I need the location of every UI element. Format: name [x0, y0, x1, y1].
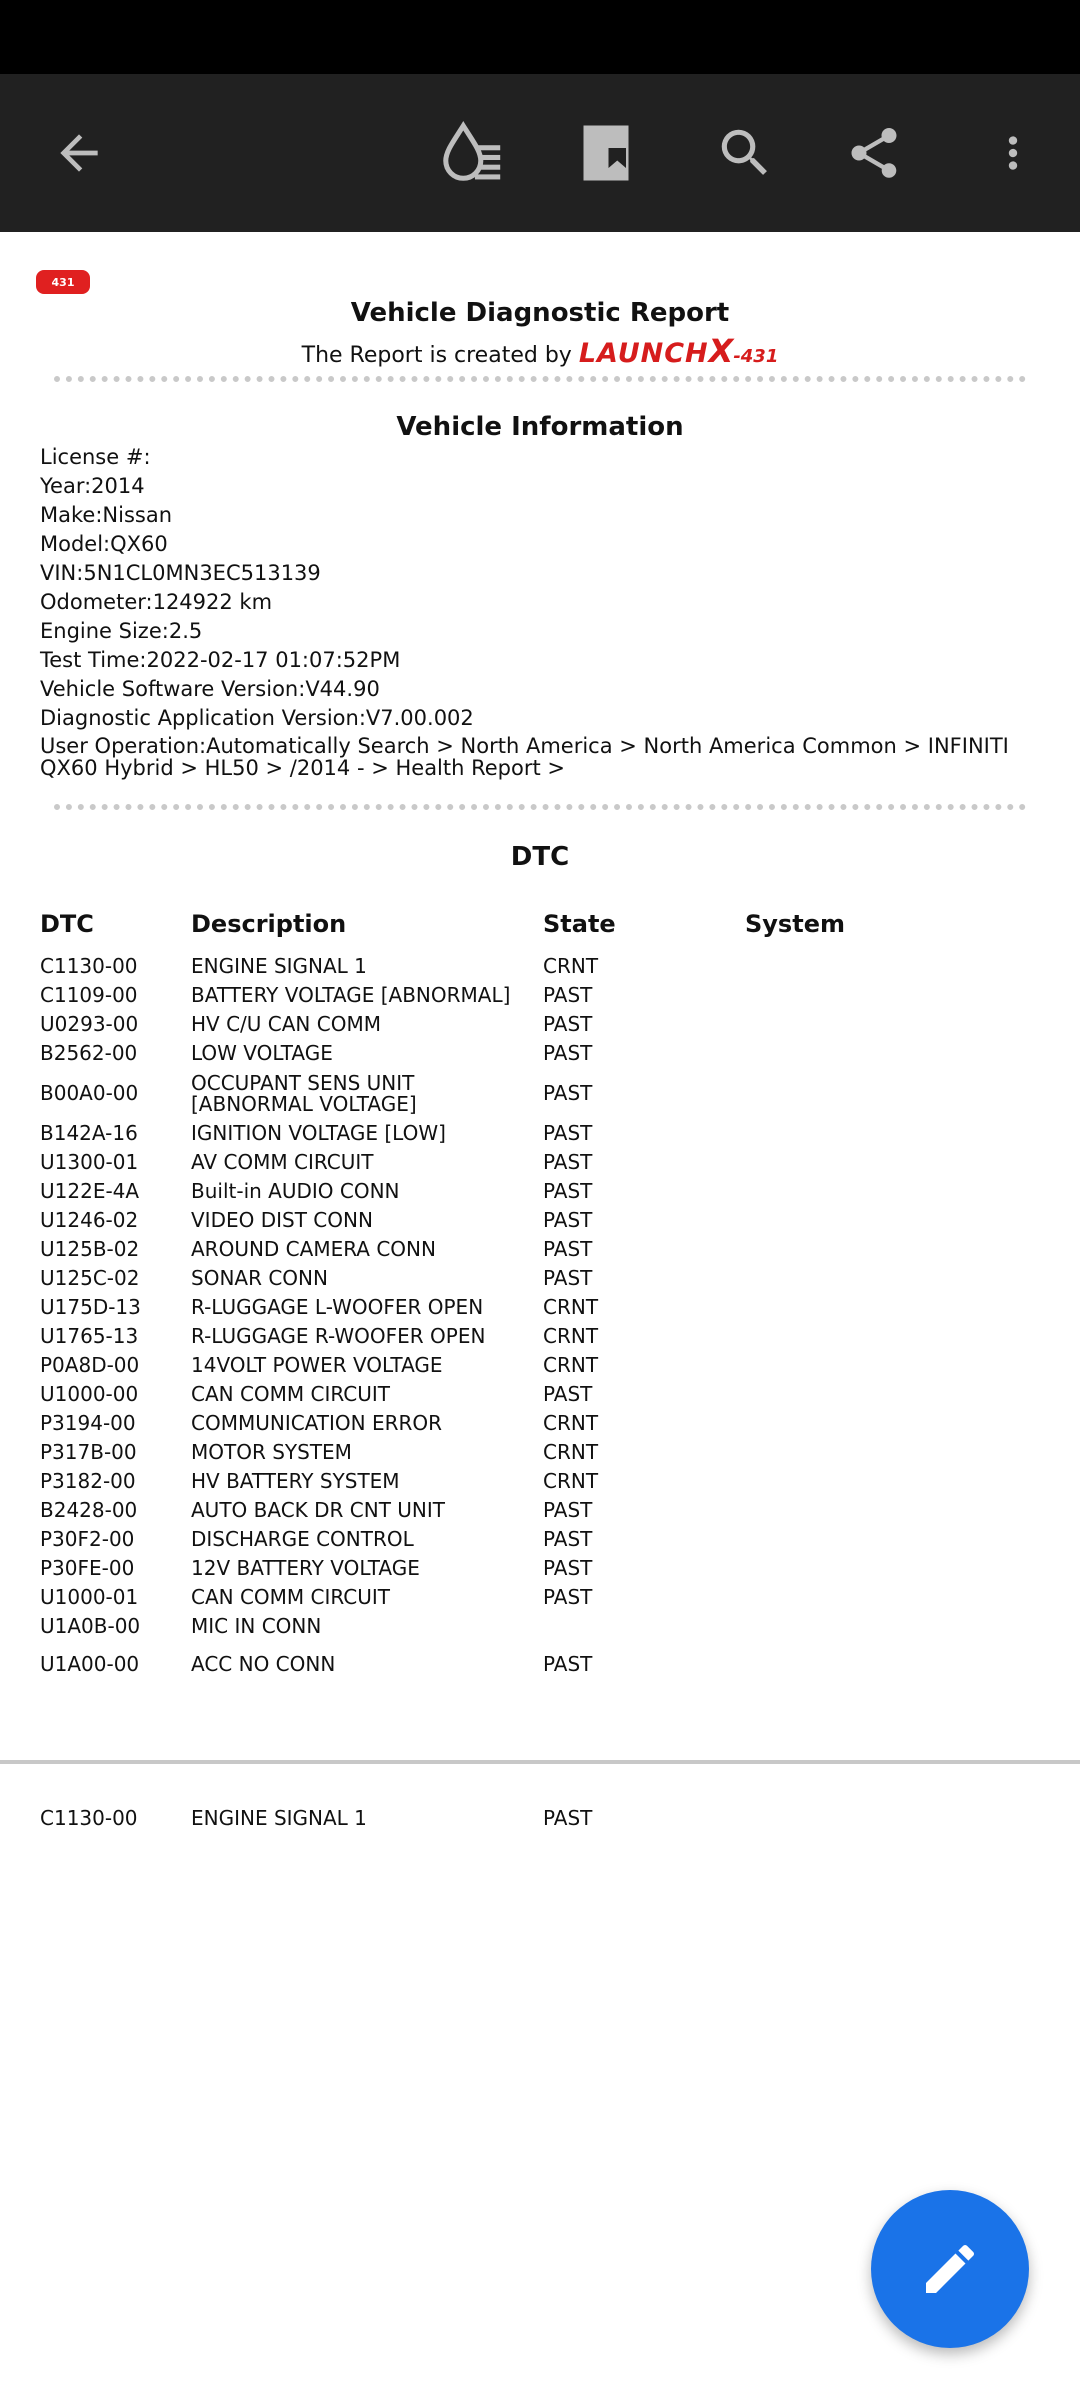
dtc-code: C1109-00: [40, 983, 138, 1007]
dtc-description: MIC IN CONN: [191, 1614, 322, 1638]
dtc-description: HV C/U CAN COMM: [191, 1012, 381, 1036]
launch-logo: 431: [36, 270, 90, 294]
more-options-button[interactable]: [958, 74, 1068, 232]
dtc-description: Built-in AUDIO CONN: [191, 1179, 400, 1203]
vehicle-info-heading: Vehicle Information: [396, 412, 684, 442]
dtc-description: ENGINE SIGNAL 1: [191, 954, 367, 978]
dtc-description: R-LUGGAGE R-WOOFER OPEN: [191, 1324, 486, 1348]
dtc-code: B2562-00: [40, 1041, 138, 1065]
report-subtitle: The Report is created by LAUNCHX-431: [301, 332, 779, 370]
dtc-state: PAST: [543, 1208, 593, 1232]
status-bar: [0, 0, 1080, 74]
vehicle-info-line: Year:2014: [40, 474, 145, 498]
dtc-code: U122E-4A: [40, 1179, 140, 1203]
dtc-code: U1A0B-00: [40, 1614, 141, 1638]
col-header-description: Description: [191, 910, 347, 938]
dtc-state: CRNT: [543, 954, 599, 978]
reading-mode-button[interactable]: [418, 74, 528, 232]
dtc-description: BATTERY VOLTAGE [ABNORMAL]: [191, 983, 511, 1007]
dtc-description: ACC NO CONN: [191, 1652, 336, 1676]
vehicle-info-line: Make:Nissan: [40, 503, 172, 527]
reading-mode-icon: [438, 118, 508, 188]
share-icon: [844, 123, 904, 183]
dtc-state: CRNT: [543, 1469, 599, 1493]
col-header-state: State: [543, 910, 616, 938]
dtc-description: OCCUPANT SENS UNIT [ABNORMAL VOLTAGE]: [191, 1071, 417, 1116]
edit-pencil-icon: [918, 2237, 982, 2301]
dtc-state: PAST: [543, 1585, 593, 1609]
dtc-code: P30FE-00: [40, 1556, 135, 1580]
dtc-state: PAST: [543, 1806, 593, 1830]
dtc-description: CAN COMM CIRCUIT: [191, 1382, 391, 1406]
dtc-code: U1000-01: [40, 1585, 139, 1609]
vehicle-info-line: Test Time:2022-02-17 01:07:52PM: [40, 648, 401, 672]
report-title: Vehicle Diagnostic Report: [350, 298, 730, 328]
dtc-description: R-LUGGAGE L-WOOFER OPEN: [191, 1295, 484, 1319]
dtc-state: PAST: [543, 1498, 593, 1522]
brand-number: -431: [733, 346, 779, 367]
pdf-toolbar: [0, 74, 1080, 232]
vehicle-info-line: User Operation:Automatically Search > North America > North America Common > INFINITI QX60 Hybrid > HL50 > /2014 - > Health Report >: [40, 734, 1009, 780]
dtc-description: IGNITION VOLTAGE [LOW]: [191, 1121, 446, 1145]
dtc-code: P317B-00: [40, 1440, 137, 1464]
bookmark-icon: [581, 123, 631, 183]
col-header-system: System: [745, 910, 845, 938]
vehicle-info-line: License #:: [40, 445, 151, 469]
dtc-state: PAST: [543, 983, 593, 1007]
dtc-code: U1A00-00: [40, 1652, 140, 1676]
dtc-description: AUTO BACK DR CNT UNIT: [191, 1498, 445, 1522]
vehicle-info-line: Odometer:124922 km: [40, 590, 273, 614]
dtc-description: HV BATTERY SYSTEM: [191, 1469, 400, 1493]
vehicle-info-line: Model:QX60: [40, 532, 168, 556]
dtc-code: P0A8D-00: [40, 1353, 140, 1377]
dtc-code: C1130-00: [40, 1806, 138, 1830]
dtc-description: AV COMM CIRCUIT: [191, 1150, 374, 1174]
search-icon: [714, 122, 776, 184]
dtc-state: PAST: [543, 1081, 593, 1105]
pdf-document-page[interactable]: [0, 232, 1080, 2400]
dtc-state: CRNT: [543, 1440, 599, 1464]
dtc-code: P30F2-00: [40, 1527, 135, 1551]
col-header-dtc: DTC: [40, 910, 94, 938]
dtc-description: SONAR CONN: [191, 1266, 328, 1290]
dtc-state: PAST: [543, 1652, 593, 1676]
back-arrow-icon: [51, 125, 107, 181]
dtc-description: CAN COMM CIRCUIT: [191, 1585, 391, 1609]
dtc-state: PAST: [543, 1237, 593, 1261]
dtc-code: U0293-00: [40, 1012, 139, 1036]
back-button[interactable]: [24, 74, 134, 232]
dtc-description: LOW VOLTAGE: [191, 1041, 333, 1065]
dtc-state: CRNT: [543, 1353, 599, 1377]
dtc-code: P3194-00: [40, 1411, 136, 1435]
dtc-code: U125C-02: [40, 1266, 140, 1290]
dtc-heading: DTC: [510, 842, 570, 872]
dtc-state: PAST: [543, 1382, 593, 1406]
dtc-description: COMMUNICATION ERROR: [191, 1411, 443, 1435]
dtc-code: U1300-01: [40, 1150, 139, 1174]
dtc-state: CRNT: [543, 1411, 599, 1435]
dtc-description: AROUND CAMERA CONN: [191, 1237, 436, 1261]
share-button[interactable]: [819, 74, 929, 232]
dtc-state: PAST: [543, 1179, 593, 1203]
dtc-description: ENGINE SIGNAL 1: [191, 1806, 367, 1830]
dotted-divider: [54, 804, 1026, 810]
brand-launch: LAUNCH: [578, 338, 709, 369]
dtc-code: B2428-00: [40, 1498, 138, 1522]
dtc-state: PAST: [543, 1266, 593, 1290]
vehicle-info-line: Diagnostic Application Version:V7.00.002: [40, 706, 474, 730]
vehicle-info-line: VIN:5N1CL0MN3EC513139: [40, 561, 321, 585]
edit-fab-button[interactable]: [871, 2190, 1029, 2348]
dtc-state: PAST: [543, 1527, 593, 1551]
dtc-state: CRNT: [543, 1324, 599, 1348]
dtc-code: U125B-02: [40, 1237, 140, 1261]
vehicle-info-line: Engine Size:2.5: [40, 619, 203, 643]
dtc-description: 12V BATTERY VOLTAGE: [191, 1556, 420, 1580]
dtc-code: U1765-13: [40, 1324, 139, 1348]
dtc-description: VIDEO DIST CONN: [191, 1208, 373, 1232]
more-vert-icon: [988, 125, 1038, 181]
dtc-code: B142A-16: [40, 1121, 138, 1145]
dtc-code: P3182-00: [40, 1469, 136, 1493]
bookmark-button[interactable]: [551, 74, 661, 232]
dtc-state: PAST: [543, 1556, 593, 1580]
dtc-code: B00A0-00: [40, 1081, 139, 1105]
dtc-state: PAST: [543, 1121, 593, 1145]
dtc-state: PAST: [543, 1041, 593, 1065]
dtc-state: PAST: [543, 1150, 593, 1174]
dtc-state: CRNT: [543, 1295, 599, 1319]
dtc-code: U1246-02: [40, 1208, 139, 1232]
dtc-description: MOTOR SYSTEM: [191, 1440, 352, 1464]
dtc-description: DISCHARGE CONTROL: [191, 1527, 414, 1551]
vehicle-info-line: Vehicle Software Version:V44.90: [40, 677, 380, 701]
dtc-state: PAST: [543, 1012, 593, 1036]
dtc-code: C1130-00: [40, 954, 138, 978]
dtc-description: 14VOLT POWER VOLTAGE: [191, 1353, 443, 1377]
search-button[interactable]: [690, 74, 800, 232]
dtc-code: U1000-00: [40, 1382, 139, 1406]
dtc-code: U175D-13: [40, 1295, 141, 1319]
page-break: [0, 1760, 1080, 1764]
brand-x: X: [708, 332, 734, 370]
dotted-divider: [54, 376, 1026, 382]
